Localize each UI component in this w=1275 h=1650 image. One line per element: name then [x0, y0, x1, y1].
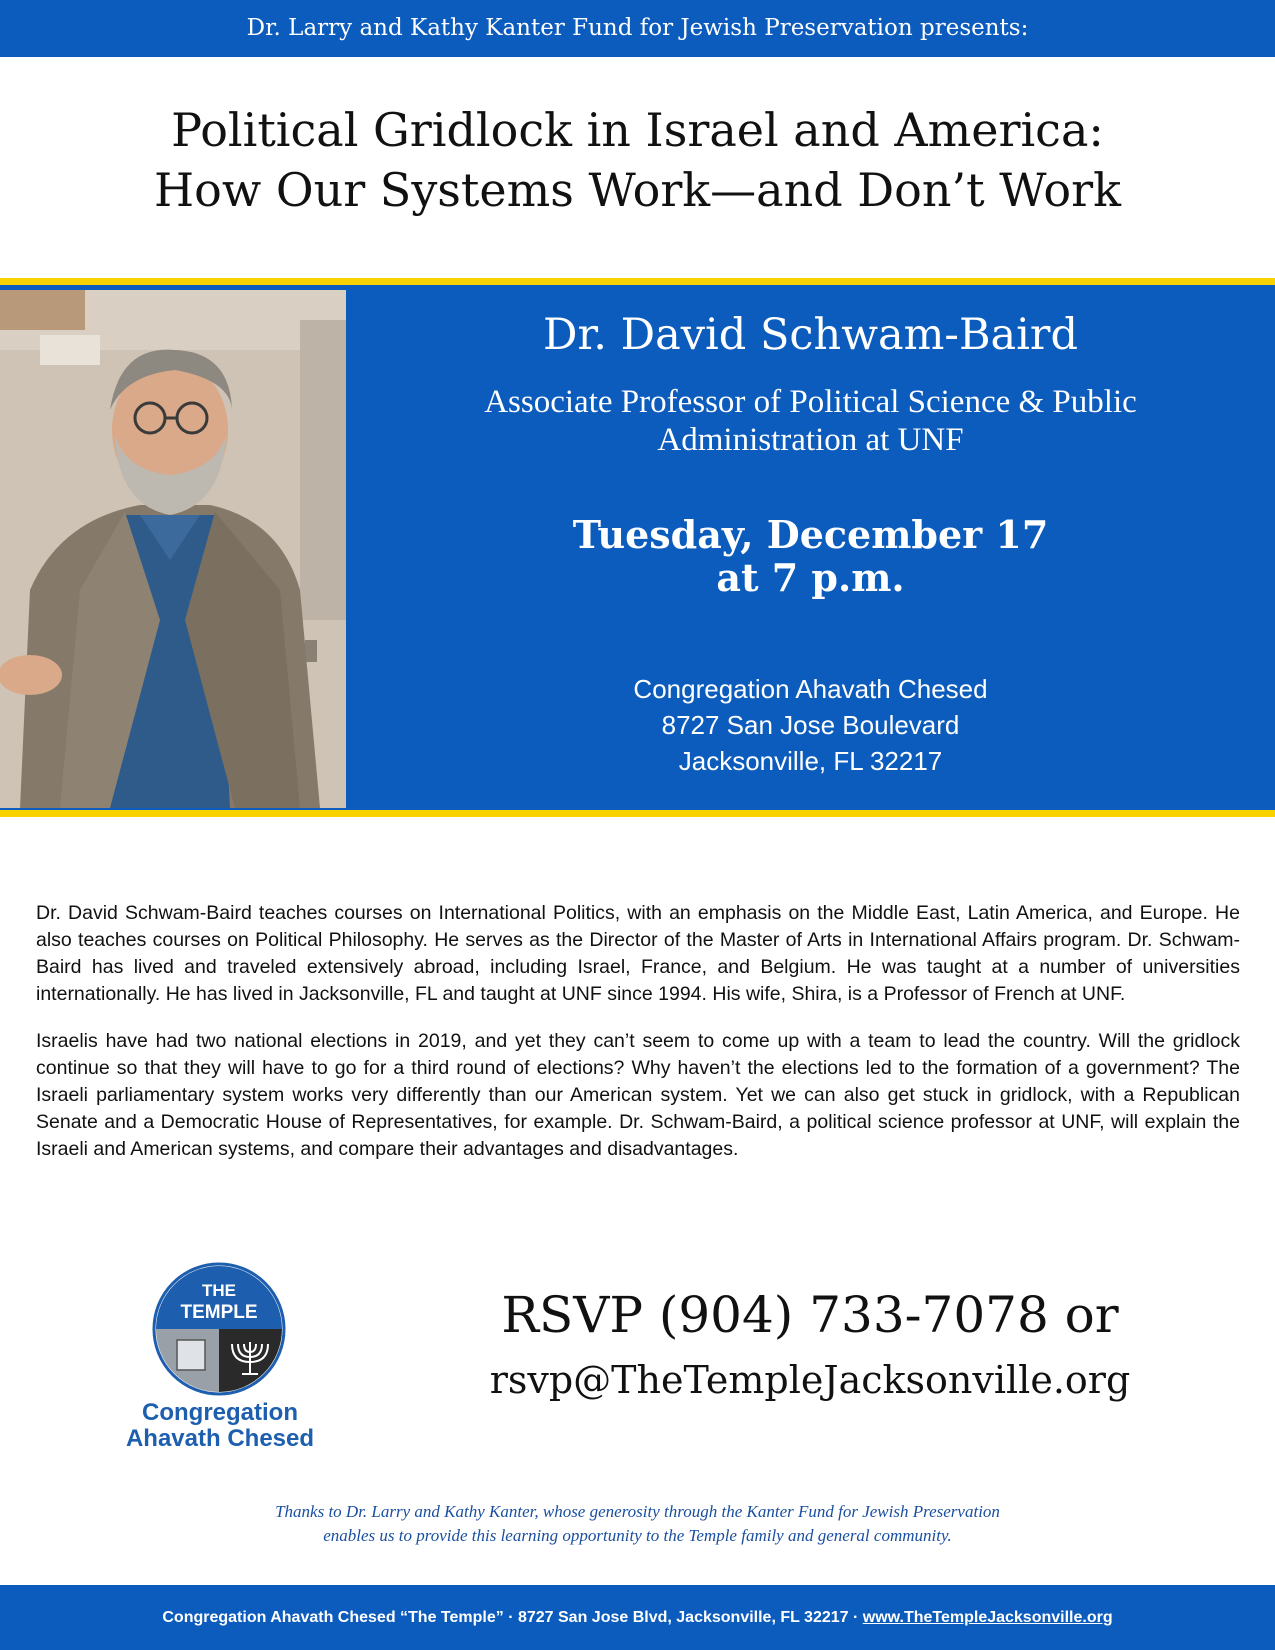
venue-line-2: 8727 San Jose Boulevard: [661, 710, 960, 740]
thanks-note: [0, 1500, 1275, 1548]
thanks-line-1: Thanks to Dr. Larry and Kathy Kanter, whose generosity through the Kanter Fund for Jewish Preservation: [275, 1502, 1000, 1521]
rsvp-block: [400, 1285, 1220, 1407]
footer-address: Congregation Ahavath Chesed “The Temple” · 8727 San Jose Blvd, Jacksonville, FL 32217 ·: [162, 1609, 863, 1626]
bio-paragraph: Dr. David Schwam-Baird teaches courses on International Politics, with an emphasis on the Middle East, Latin America, and Europe. He also teaches courses on Political Philosophy. He serves as the Director of the Master of Arts in International Affairs program. Dr. Schwam-Baird has lived and traveled extensively abroad, including Israel, France, and Belgium. He was taught at a number of universities internationally. He has lived in Jacksonville, FL and taught at UNF since 1994. His wife, Shira, is a Professor of French at UNF.: [36, 902, 1240, 1005]
venue-line-1: Congregation Ahavath Chesed: [633, 674, 988, 704]
description-paragraph: Israelis have had two national elections in 2019, and yet they can’t seem to come up with a team to lead the country. Will the gridlock continue so that they will have to go for a third round of elections? Why haven’t the elections led to the formation of a government? The Israeli parliamentary system works very differently than our American system. Yet we can also get stuck in gridlock, with a Republican Senate and a Democratic House of Representatives, for example. Dr. Schwam-Baird, a political science professor at UNF, will explain the Israeli and American systems, and compare their advantages and disadvantages.: [36, 1030, 1240, 1160]
event-date: [346, 513, 1275, 599]
event-venue: [346, 671, 1275, 779]
event-date-line-2: at 7 p.m.: [716, 555, 905, 600]
logo-text-line-2: Ahavath Chesed: [125, 1425, 315, 1452]
top-banner: [0, 0, 1275, 57]
speaker-role-line-2: Administration at UNF: [657, 422, 964, 458]
venue-line-3: Jacksonville, FL 32217: [678, 746, 943, 776]
footer: [0, 1585, 1275, 1650]
gold-divider-bottom: [0, 810, 1275, 817]
rsvp-email[interactable]: rsvp@TheTempleJacksonville.org: [489, 1358, 1131, 1402]
speaker-name: Dr. David Schwam-Baird: [542, 310, 1079, 360]
logo-circle-line-1: THE: [202, 1281, 236, 1300]
footer-website-link[interactable]: www.TheTempleJacksonville.org: [862, 1609, 1113, 1626]
speaker-role: [346, 383, 1275, 459]
event-date-line-1: Tuesday, December 17: [572, 512, 1049, 557]
speaker-role-line-1: Associate Professor of Political Science & Public: [484, 384, 1137, 420]
speaker-photo: [0, 290, 346, 808]
logo-text-line-1: Congregation: [142, 1399, 298, 1426]
thanks-line-2: enables us to provide this learning opportunity to the Temple family and general community.: [323, 1526, 952, 1545]
page-title: [0, 100, 1275, 220]
event-description: [36, 900, 1240, 1183]
logo-circle-line-2: TEMPLE: [180, 1302, 258, 1323]
gold-divider-top: [0, 278, 1275, 285]
title-line-1: Political Gridlock in Israel and America:: [171, 103, 1104, 157]
title-line-2: How Our Systems Work—and Don’t Work: [154, 163, 1121, 217]
rsvp-phone: RSVP (904) 733-7078 or: [501, 1286, 1119, 1344]
torah-scroll-icon: [177, 1340, 205, 1370]
banner-text: Dr. Larry and Kathy Kanter Fund for Jewish Preservation presents:: [246, 15, 1029, 41]
temple-logo: [100, 1262, 340, 1452]
speaker-info: [346, 285, 1275, 810]
temple-logo-emblem: [152, 1262, 286, 1396]
